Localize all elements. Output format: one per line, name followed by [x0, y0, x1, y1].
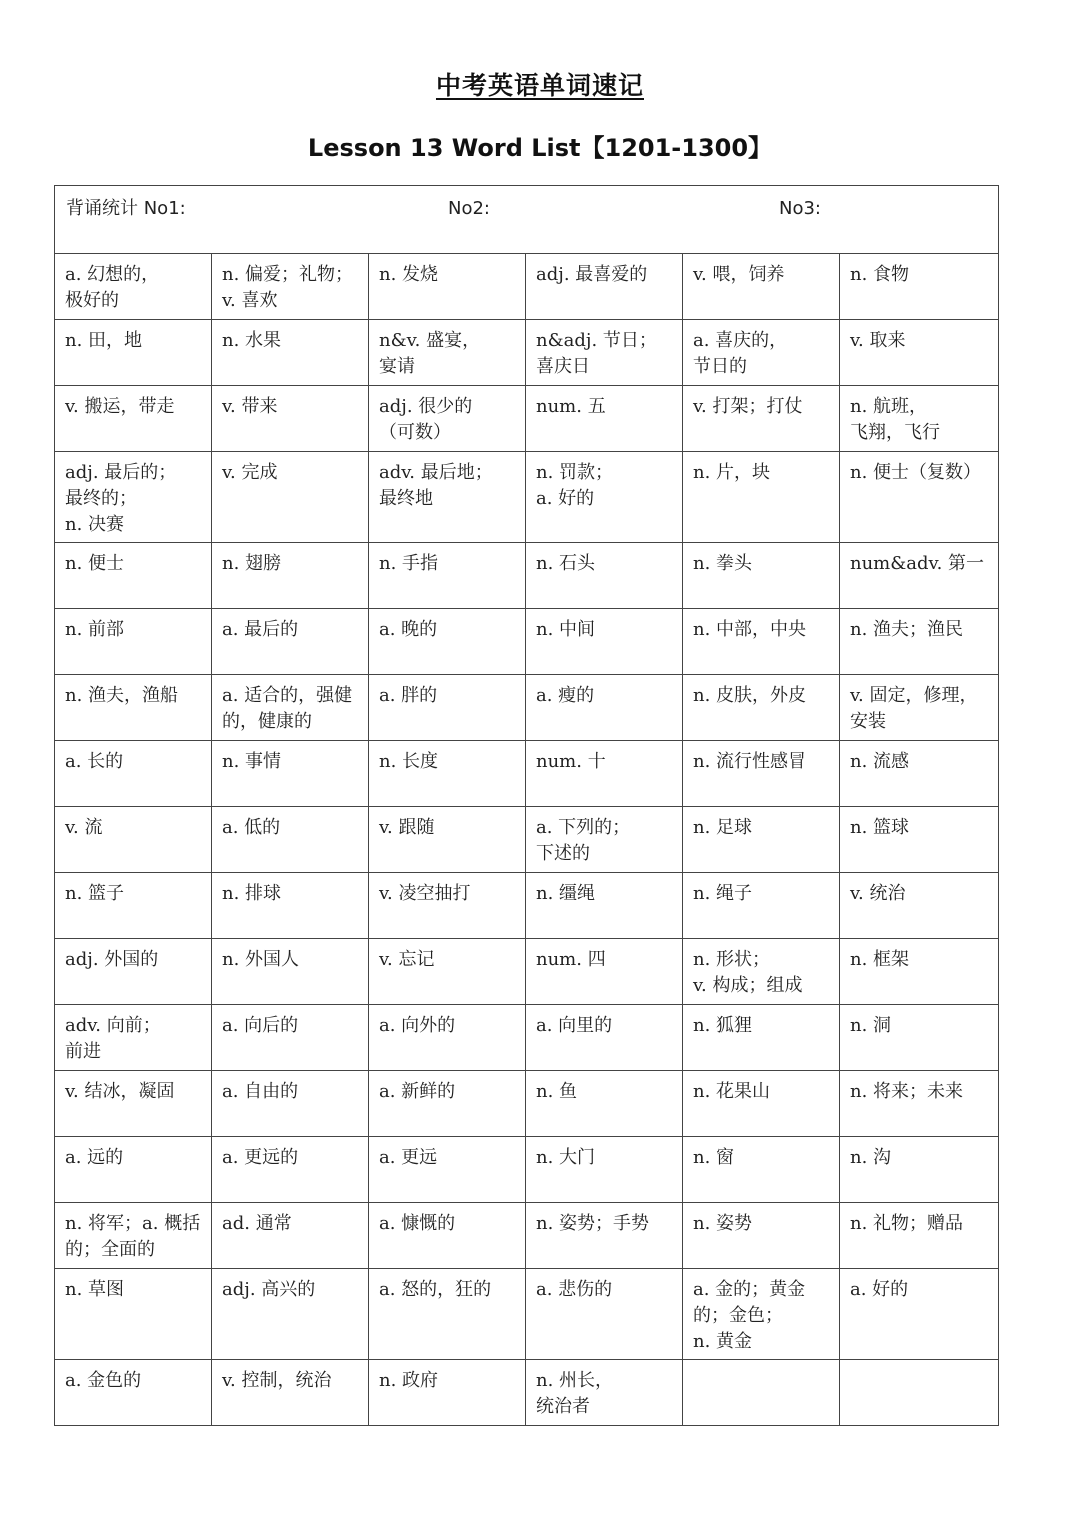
- table-row: [55, 254, 999, 320]
- vocab-cell: n. 便士: [55, 543, 212, 609]
- vocab-cell: num. 四: [526, 939, 683, 1005]
- table-row: [55, 1071, 999, 1137]
- vocab-cell: a. 幻想的， 极好的: [55, 254, 212, 320]
- table-row: [55, 1137, 999, 1203]
- vocab-cell: adj. 最喜爱的: [526, 254, 683, 320]
- vocab-cell: a. 适合的，强健的，健康的: [212, 675, 369, 741]
- vocab-cell: a. 悲伤的: [526, 1269, 683, 1360]
- vocab-cell: n. 姿势；手势: [526, 1203, 683, 1269]
- vocab-cell: n. 排球: [212, 873, 369, 939]
- vocab-cell: adj. 高兴的: [212, 1269, 369, 1360]
- stat-no1: 背诵统计 No1:: [66, 198, 186, 219]
- vocab-cell: v. 打架；打仗: [683, 386, 840, 452]
- table-row: [55, 873, 999, 939]
- vocab-cell: n. 手指: [369, 543, 526, 609]
- vocab-cell: a. 向外的: [369, 1005, 526, 1071]
- vocab-cell: n. 田，地: [55, 320, 212, 386]
- vocab-cell: a. 好的: [840, 1269, 999, 1360]
- vocab-cell: n. 食物: [840, 254, 999, 320]
- vocab-cell: a. 更远的: [212, 1137, 369, 1203]
- vocab-cell: n. 航班， 飞翔，飞行: [840, 386, 999, 452]
- vocab-cell: n. 框架: [840, 939, 999, 1005]
- stats-cell: [55, 186, 999, 254]
- vocab-cell: adv. 向前； 前进: [55, 1005, 212, 1071]
- vocab-cell: a. 喜庆的， 节日的: [683, 320, 840, 386]
- page-title: 中考英语单词速记: [435, 71, 644, 100]
- vocab-cell: a. 向后的: [212, 1005, 369, 1071]
- vocab-cell: n. 中部，中央: [683, 609, 840, 675]
- vocab-cell: n. 流感: [840, 741, 999, 807]
- vocab-cell: a. 瘦的: [526, 675, 683, 741]
- vocab-cell: v. 搬运，带走: [55, 386, 212, 452]
- vocab-cell: a. 自由的: [212, 1071, 369, 1137]
- vocab-cell: n. 发烧: [369, 254, 526, 320]
- table-row: [55, 1269, 999, 1360]
- vocab-cell: [840, 1360, 999, 1426]
- vocab-cell: n. 篮球: [840, 807, 999, 873]
- table-row: [55, 939, 999, 1005]
- vocab-cell: n. 沟: [840, 1137, 999, 1203]
- table-row: [55, 675, 999, 741]
- vocab-cell: n. 便士（复数）: [840, 452, 999, 543]
- stat-no3: No3:: [779, 198, 821, 219]
- vocab-cell: n. 州长， 统治者: [526, 1360, 683, 1426]
- vocab-cell: n&v. 盛宴， 宴请: [369, 320, 526, 386]
- vocab-cell: a. 怒的，狂的: [369, 1269, 526, 1360]
- vocab-cell: n. 水果: [212, 320, 369, 386]
- table-row: [55, 807, 999, 873]
- vocab-cell: v. 取来: [840, 320, 999, 386]
- vocab-cell: a. 下列的； 下述的: [526, 807, 683, 873]
- vocab-cell: a. 更远: [369, 1137, 526, 1203]
- table-row: [55, 609, 999, 675]
- vocab-cell: n. 绳子: [683, 873, 840, 939]
- vocab-cell: n. 中间: [526, 609, 683, 675]
- vocab-cell: v. 控制，统治: [212, 1360, 369, 1426]
- vocab-cell: n. 皮肤，外皮: [683, 675, 840, 741]
- vocab-cell: n. 前部: [55, 609, 212, 675]
- vocab-cell: a. 向里的: [526, 1005, 683, 1071]
- table-row: [55, 741, 999, 807]
- stats-row: [55, 186, 999, 254]
- table-row: [55, 1203, 999, 1269]
- vocab-cell: n. 罚款； a. 好的: [526, 452, 683, 543]
- vocab-cell: v. 流: [55, 807, 212, 873]
- vocab-cell: a. 晚的: [369, 609, 526, 675]
- vocab-cell: n. 篮子: [55, 873, 212, 939]
- table-row: [55, 1360, 999, 1426]
- table-row: [55, 386, 999, 452]
- vocab-cell: adj. 最后的； 最终的； n. 决赛: [55, 452, 212, 543]
- vocab-cell: n. 形状； v. 构成；组成: [683, 939, 840, 1005]
- vocab-cell: ad. 通常: [212, 1203, 369, 1269]
- vocab-cell: n. 姿势: [683, 1203, 840, 1269]
- vocab-cell: num. 十: [526, 741, 683, 807]
- vocab-cell: a. 最后的: [212, 609, 369, 675]
- vocab-cell: adj. 很少的 （可数）: [369, 386, 526, 452]
- vocab-cell: v. 结冰，凝固: [55, 1071, 212, 1137]
- vocab-cell: [683, 1360, 840, 1426]
- vocab-cell: n. 长度: [369, 741, 526, 807]
- vocab-cell: adv. 最后地； 最终地: [369, 452, 526, 543]
- vocab-cell: a. 金的；黄金的；金色； n. 黄金: [683, 1269, 840, 1360]
- vocab-cell: n. 礼物；赠品: [840, 1203, 999, 1269]
- vocab-cell: v. 统治: [840, 873, 999, 939]
- table-row: [55, 320, 999, 386]
- vocab-cell: n. 足球: [683, 807, 840, 873]
- table-row: [55, 452, 999, 543]
- vocab-cell: v. 凌空抽打: [369, 873, 526, 939]
- vocab-cell: a. 低的: [212, 807, 369, 873]
- vocab-cell: a. 远的: [55, 1137, 212, 1203]
- vocab-cell: a. 慷慨的: [369, 1203, 526, 1269]
- vocab-cell: n. 窗: [683, 1137, 840, 1203]
- vocab-cell: a. 新鲜的: [369, 1071, 526, 1137]
- vocab-cell: n. 草图: [55, 1269, 212, 1360]
- vocab-cell: n. 将军；a. 概括的；全面的: [55, 1203, 212, 1269]
- vocab-cell: v. 固定，修理，安装: [840, 675, 999, 741]
- vocab-cell: n. 鱼: [526, 1071, 683, 1137]
- vocab-cell: v. 完成: [212, 452, 369, 543]
- vocab-cell: n. 政府: [369, 1360, 526, 1426]
- vocab-cell: n. 渔夫；渔民: [840, 609, 999, 675]
- vocab-cell: n. 流行性感冒: [683, 741, 840, 807]
- page-subtitle: Lesson 13 Word List【1201-1300】: [307, 134, 773, 162]
- vocab-cell: v. 跟随: [369, 807, 526, 873]
- vocab-cell: n. 缰绳: [526, 873, 683, 939]
- vocabulary-table: [54, 185, 999, 1426]
- vocab-cell: n. 偏爱；礼物；v. 喜欢: [212, 254, 369, 320]
- vocab-cell: n. 洞: [840, 1005, 999, 1071]
- table-row: [55, 1005, 999, 1071]
- vocab-cell: a. 胖的: [369, 675, 526, 741]
- vocab-cell: n. 拳头: [683, 543, 840, 609]
- vocab-cell: n. 大门: [526, 1137, 683, 1203]
- vocab-cell: n. 将来；未来: [840, 1071, 999, 1137]
- vocab-cell: v. 喂，饲养: [683, 254, 840, 320]
- vocab-cell: a. 长的: [55, 741, 212, 807]
- vocab-cell: n. 事情: [212, 741, 369, 807]
- vocab-cell: n. 石头: [526, 543, 683, 609]
- vocab-cell: a. 金色的: [55, 1360, 212, 1426]
- vocab-cell: n. 片，块: [683, 452, 840, 543]
- vocab-cell: num&adv. 第一: [840, 543, 999, 609]
- stat-no2: No2:: [448, 198, 490, 219]
- table-row: [55, 543, 999, 609]
- vocab-cell: n. 外国人: [212, 939, 369, 1005]
- vocab-cell: n. 渔夫，渔船: [55, 675, 212, 741]
- vocab-cell: n. 狐狸: [683, 1005, 840, 1071]
- vocab-cell: v. 带来: [212, 386, 369, 452]
- vocab-cell: adj. 外国的: [55, 939, 212, 1005]
- vocab-cell: num. 五: [526, 386, 683, 452]
- vocab-cell: v. 忘记: [369, 939, 526, 1005]
- vocab-cell: n. 花果山: [683, 1071, 840, 1137]
- vocab-cell: n. 翅膀: [212, 543, 369, 609]
- vocab-cell: n&adj. 节日； 喜庆日: [526, 320, 683, 386]
